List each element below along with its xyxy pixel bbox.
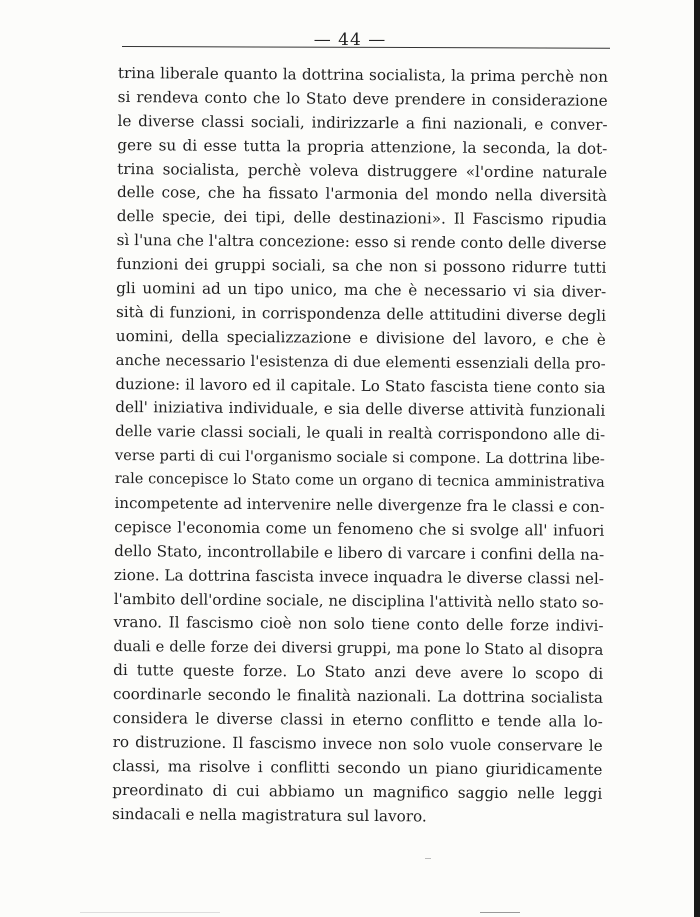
text-line: zione. La dottrina fascista invece inquadra le diverse classi nel- xyxy=(113,565,605,588)
text-line: delle specie, dei tipi, delle destinazioni». Il Fascismo ripudia xyxy=(116,207,607,230)
text-line: sindacali e nella magistratura sul lavoro. xyxy=(112,804,427,826)
text-line: preordinato di cui abbiamo un magnifico saggio nelle leggi xyxy=(112,780,603,803)
text-line: si rendeva conto che lo Stato deve prendere in considerazione xyxy=(117,87,608,110)
text-line: gli uomini ad un tipo unico, ma che è necessario vi sia diver- xyxy=(116,279,607,301)
text-line: vrano. Il fascismo cioè non solo tiene conto delle forze indivi- xyxy=(113,613,604,636)
text-line: l'ambito dell'ordine sociale, ne disciplina l'attività nello stato so- xyxy=(113,589,604,612)
text-line: le diverse classi sociali, indirizzarle a fini nazionali, e conver- xyxy=(117,111,608,134)
text-line: delle varie classi sociali, le quali in realtà corrispondono alle di- xyxy=(115,422,606,445)
text-line: anche necessario l'esistenza di due elementi essenziali della pro- xyxy=(115,351,606,373)
page-edge-shadow xyxy=(694,0,700,917)
text-line: funzioni dei gruppi sociali, sa che non si possono ridurre tutti xyxy=(116,255,607,277)
text-line: di tutte queste forze. Lo Stato anzi deve avere lo scopo di xyxy=(113,661,604,684)
text-line: dell' iniziativa individuale, e sia delle diverse attività funzionali xyxy=(115,398,606,421)
scan-speck xyxy=(480,912,520,913)
body-text xyxy=(112,62,608,830)
text-line: duzione: il lavoro ed il capitale. Lo Stato fascista tiene conto sia xyxy=(115,374,606,397)
text-line: ro distruzione. Il fascismo invece non solo vuole conservare le xyxy=(112,732,603,755)
page-number: — 44 — xyxy=(313,30,387,50)
text-line: trina liberale quanto la dottrina socialista, la prima perchè non xyxy=(117,63,608,86)
scan-speck xyxy=(80,912,220,913)
text-line: delle cose, che ha fissato l'armonia del mondo nella diversità xyxy=(116,183,608,206)
text-line: incompetente ad intervenire nelle divergenze fra le classi e con- xyxy=(114,494,605,516)
text-line: classi, ma risolve i conflitti secondo un piano giuridicamente xyxy=(112,756,603,779)
text-line: uomini, della specializzazione e divisione del lavoro, e che è xyxy=(115,326,606,349)
text-line: dello Stato, incontrollabile e libero di varcare i confini della na- xyxy=(114,541,605,564)
text-line: gere su di esse tutta la propria attenzione, la seconda, la dot- xyxy=(117,135,608,158)
text-line: verse parti di cui l'organismo sociale si compone. La dottrina libe- xyxy=(114,447,605,469)
text-line: sità di funzioni, in corrispondenza delle attitudini diverse degli xyxy=(115,302,607,325)
text-line: sì l'una che l'altra concezione: esso si rende conto delle diverse xyxy=(116,231,607,254)
text-line: rale concepisce lo Stato come un organo di tecnica amministrativa xyxy=(114,471,605,491)
text-line: coordinarle secondo le finalità nazionali. La dottrina socialista xyxy=(112,685,604,707)
text-line: cepisce l'economia come un fenomeno che si svolge all' infuori xyxy=(114,517,605,540)
text-line: considera le diverse classi in eterno conflitto e tende alla lo- xyxy=(112,709,603,731)
scan-speck xyxy=(425,858,431,859)
text-line: duali e delle forze dei diversi gruppi, ma pone lo Stato al disopra xyxy=(113,638,604,660)
text-line: trina socialista, perchè voleva distruggere «l'ordine naturale xyxy=(117,159,608,182)
